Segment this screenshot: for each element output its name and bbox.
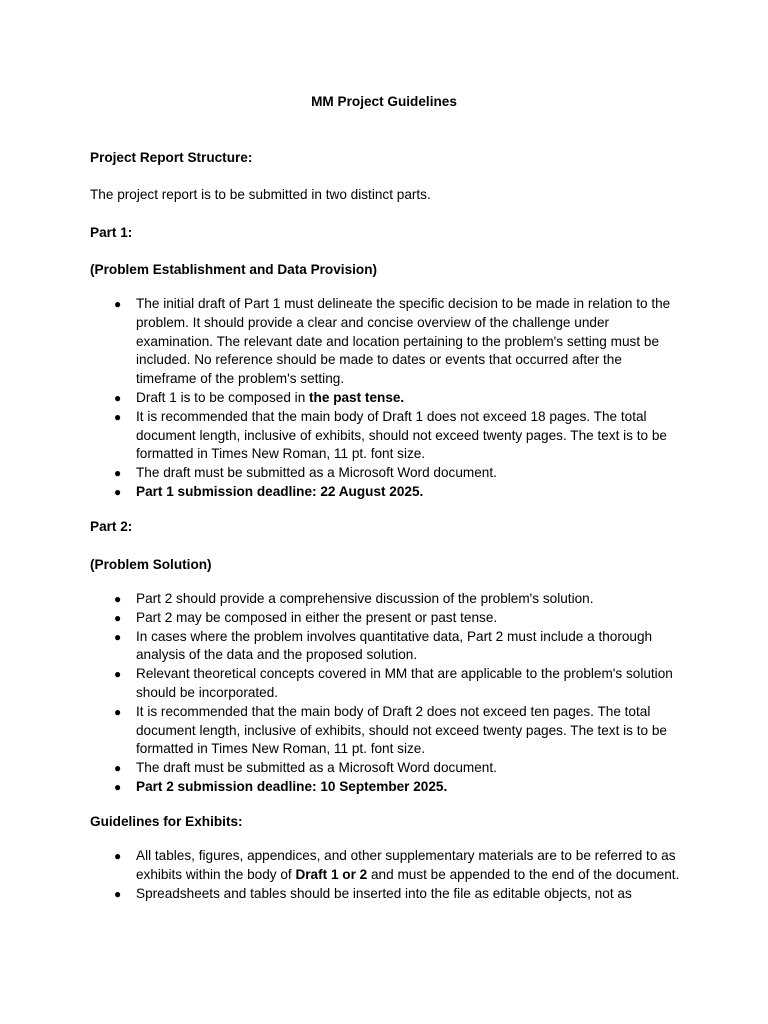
list-item [90, 483, 682, 502]
exhibits-bullet-list [90, 847, 682, 903]
list-item [90, 295, 682, 389]
list-item-text: The initial draft of Part 1 must delineate the specific decision to be made in relation to the problem. It should provide a clear and concise overview of the challenge under examination. The relevant date and location pertaining to the problem's setting must be included. No reference should be made to dates or events that occurred after the timeframe of the problem's setting. [136, 296, 671, 387]
list-item-text: It is recommended that the main body of Draft 1 does not exceed 18 pages. The total document length, inclusive of exhibits, should not exceed twenty pages. The text is to be formatted in Times New Roman, 11 pt. font size. [136, 408, 667, 462]
list-item-text: Part 2 should provide a comprehensive discussion of the problem's solution. [136, 591, 594, 606]
bullet-icon: ● [114, 409, 122, 424]
list-item [90, 885, 682, 904]
list-item [90, 389, 682, 408]
structure-heading: Project Report Structure: [90, 150, 253, 165]
list-item [90, 703, 682, 759]
bullet-icon: ● [114, 390, 122, 405]
part1-heading: Part 1: [90, 225, 133, 240]
part2-subheading: (Problem Solution) [90, 557, 212, 572]
list-item-text: In cases where the problem involves quantitative data, Part 2 must include a thorough analysis of the data and the proposed solution. [136, 628, 653, 663]
part1-bullet-list [90, 295, 682, 502]
part1-subheading: (Problem Establishment and Data Provision) [90, 262, 378, 277]
list-item-text: Spreadsheets and tables should be inserted into the file as editable objects, not as [136, 885, 632, 901]
list-item [90, 590, 682, 609]
bullet-icon: ● [114, 667, 122, 682]
list-item-emphasis: Draft 1 or 2 [295, 866, 368, 882]
list-item-text: All tables, figures, appendices, and other supplementary materials are to be referred to as exhibits within the body of [136, 848, 676, 882]
list-item [90, 609, 682, 628]
list-item-text: The draft must be submitted as a Microsoft Word document. [136, 760, 497, 776]
list-item [90, 464, 682, 483]
exhibits-heading: Guidelines for Exhibits: [90, 814, 243, 829]
part2-heading: Part 2: [90, 519, 133, 534]
list-item [90, 628, 682, 666]
bullet-icon: ● [114, 886, 122, 901]
list-item-text: Part 2 may be composed in either the present or past tense. [136, 609, 498, 625]
list-item [90, 778, 682, 797]
bullet-icon: ● [114, 466, 122, 481]
list-item-text: The draft must be submitted as a Microsoft Word document. [136, 465, 497, 481]
bullet-icon: ● [114, 297, 122, 311]
list-item-text: and must be appended to the end of the document. [367, 866, 680, 882]
list-item [90, 759, 682, 778]
document-title: MM Project Guidelines [311, 94, 457, 109]
structure-intro: The project report is to be submitted in two distinct parts. [90, 187, 431, 202]
bullet-icon: ● [114, 849, 122, 863]
bullet-icon: ● [114, 761, 122, 776]
bullet-icon: ● [114, 484, 122, 499]
bullet-icon: ● [114, 610, 122, 625]
bullet-icon: ● [114, 629, 122, 644]
list-item [90, 665, 682, 703]
list-item-text: Relevant theoretical concepts covered in MM that are applicable to the problem's solution should be incorporated. [136, 666, 673, 700]
list-item-text: It is recommended that the main body of Draft 2 does not exceed ten pages. The total document length, inclusive of exhibits, should not exceed twenty pages. The text is to be formatted in Times New Roman, 11 pt. font size. [136, 703, 667, 757]
list-item-text: Draft 1 is to be composed in [136, 389, 310, 405]
part2-bullet-list [90, 590, 682, 797]
bullet-icon: ● [114, 704, 122, 719]
list-item [90, 847, 682, 885]
part2-deadline: Part 2 submission deadline: 10 September 2025. [136, 778, 448, 794]
part1-deadline: Part 1 submission deadline: 22 August 2025. [136, 483, 424, 499]
bullet-icon: ● [114, 779, 122, 794]
bullet-icon: ● [114, 592, 122, 606]
list-item [90, 408, 682, 464]
list-item-emphasis: the past tense. [309, 389, 405, 405]
